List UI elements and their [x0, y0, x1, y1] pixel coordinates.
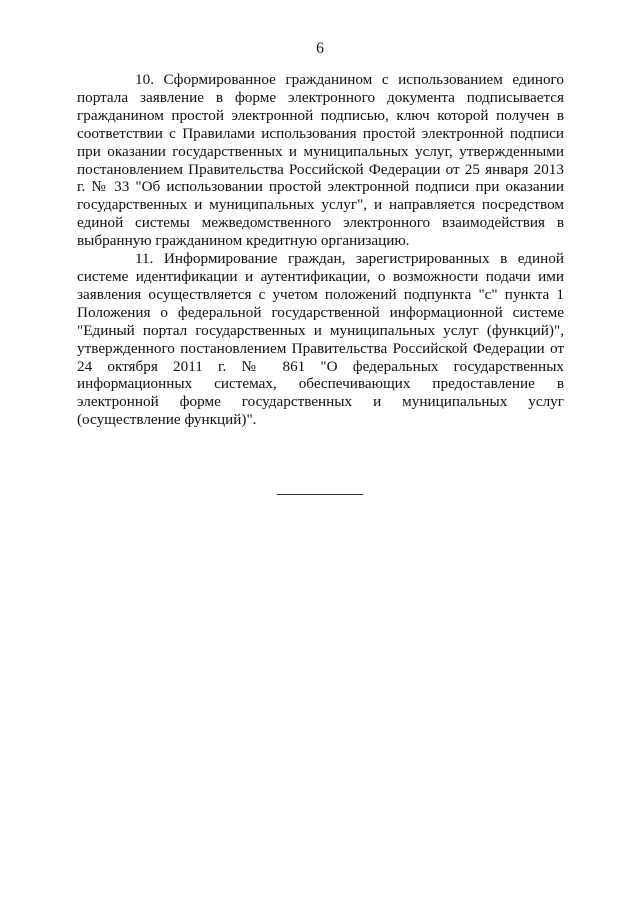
end-divider-line — [277, 494, 363, 495]
document-body — [77, 71, 564, 429]
paragraph-10: 10. Сформированное гражданином с использованием единого портала заявление в форме электронного документа подписывается гражданином простой электронной подписью, ключ которой получен в соответствии с Правилами использования простой электронной подписи при оказании государственных и муниципальных услуг, утвержденными постановлением Правительства Российской Федерации от 25 января 2013 г. № 33 "Об использовании простой электронной подписи при оказании государственных и муниципальных услуг", и направляется посредством единой системы межведомственного электронного взаимодействия в выбранную гражданином кредитную организацию. — [77, 71, 564, 250]
paragraph-11: 11. Информирование граждан, зарегистрированных в единой системе идентификации и аутентификации, о возможности подачи ими заявления осуществляется с учетом положений подпункта "с" пункта 1 Положения о федеральной государственной информационной системе "Единый портал государственных и муниципальных услуг (функций)", утвержденного постановлением Правительства Российской Федерации от 24 октября 2011 г. № 861 "О федеральных государственных информационных системах, обеспечивающих предоставление в электронной форме государственных и муниципальных услуг (осуществление функций)". — [77, 250, 564, 429]
page-number: 6 — [316, 40, 324, 57]
